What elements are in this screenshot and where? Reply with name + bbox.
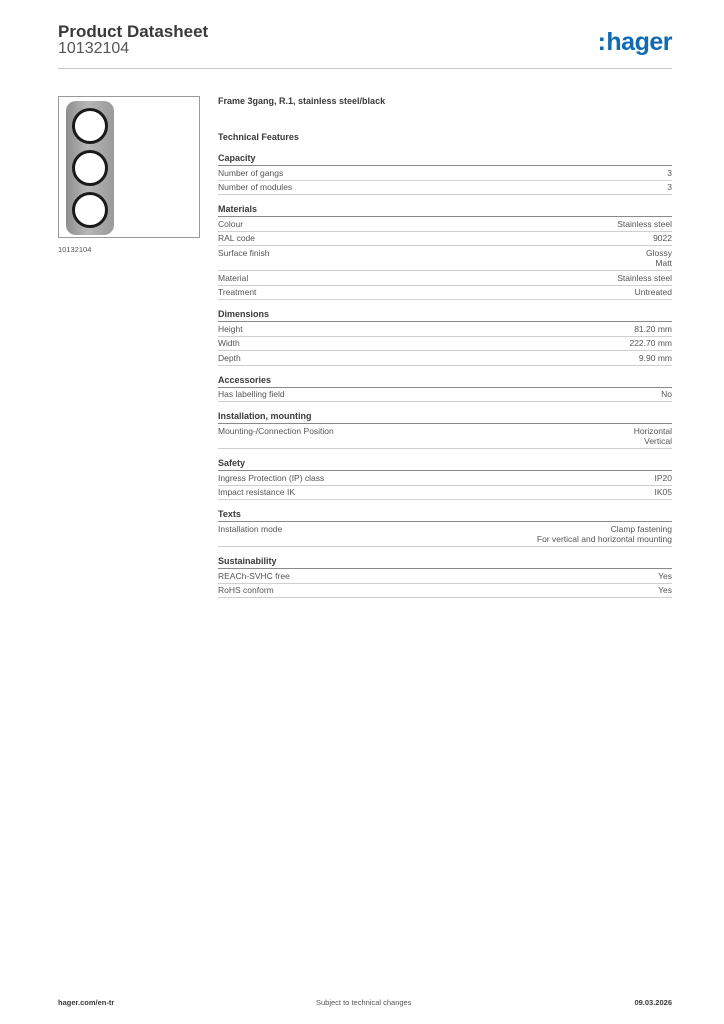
spec-value xyxy=(646,248,672,269)
spec-value xyxy=(655,487,673,498)
frame-illustration xyxy=(66,101,114,235)
product-title: Frame 3gang, R.1, stainless steel/black xyxy=(218,96,386,106)
spec-value-line: Glossy xyxy=(646,247,672,258)
section-heading: Capacity xyxy=(218,153,672,166)
spec-section xyxy=(218,309,672,366)
spec-row xyxy=(218,471,672,486)
spec-value xyxy=(617,219,672,230)
spec-value xyxy=(661,389,672,400)
spec-value-line: Stainless steel xyxy=(617,272,672,283)
section-heading: Materials xyxy=(218,204,672,217)
spec-sections xyxy=(218,153,672,598)
spec-label: Number of modules xyxy=(218,182,293,192)
spec-row xyxy=(218,584,672,599)
spec-value-line: No xyxy=(661,389,672,399)
spec-row xyxy=(218,337,672,352)
frame-opening-3 xyxy=(72,192,108,228)
spec-label: Number of gangs xyxy=(218,167,284,178)
frame-opening-1 xyxy=(72,108,108,144)
logo-colon-mark: : xyxy=(597,28,606,56)
spec-row xyxy=(218,322,672,337)
spec-section xyxy=(218,153,672,195)
spec-label: RAL code xyxy=(218,233,256,243)
spec-section xyxy=(218,411,672,449)
image-caption: 10132104 xyxy=(58,245,92,254)
spec-label: Impact resistance IK xyxy=(218,487,296,497)
spec-value xyxy=(634,426,672,447)
spec-value xyxy=(639,353,672,364)
spec-label: Width xyxy=(218,338,240,348)
spec-value xyxy=(667,182,672,193)
spec-label: Surface finish xyxy=(218,247,270,258)
spec-value-line: Matt xyxy=(655,258,672,268)
spec-row xyxy=(218,424,672,449)
spec-label: Has labelling field xyxy=(218,389,285,399)
spec-label: RoHS conform xyxy=(218,585,274,595)
spec-row xyxy=(218,246,672,271)
spec-row xyxy=(218,351,672,366)
spec-label: Colour xyxy=(218,218,244,229)
spec-row xyxy=(218,522,672,547)
spec-value-line: 222.70 mm xyxy=(629,338,672,348)
spec-value xyxy=(653,233,672,244)
spec-section xyxy=(218,458,672,500)
spec-row xyxy=(218,569,672,584)
spec-value-line: 3 xyxy=(667,167,672,178)
section-heading: Installation, mounting xyxy=(218,411,672,424)
spec-value xyxy=(635,287,672,298)
spec-value-line: Yes xyxy=(658,570,672,581)
spec-value-line: Clamp fastening xyxy=(610,523,672,534)
spec-section xyxy=(218,204,672,300)
section-heading: Sustainability xyxy=(218,556,672,569)
spec-value-line: IK05 xyxy=(654,487,672,497)
spec-label: Ingress Protection (IP) class xyxy=(218,472,325,483)
spec-value xyxy=(667,168,672,179)
spec-value-line: Untreated xyxy=(634,287,672,297)
spec-section xyxy=(218,375,672,403)
spec-row xyxy=(218,486,672,501)
technical-features-heading: Technical Features xyxy=(218,132,299,142)
frame-opening-2 xyxy=(72,150,108,186)
article-number: 10132104 xyxy=(58,40,130,57)
spec-label: REACh-SVHC free xyxy=(218,570,290,581)
section-heading: Dimensions xyxy=(218,309,672,322)
spec-value-line: For vertical and horizontal mounting xyxy=(536,534,672,544)
spec-value-line: 3 xyxy=(667,182,672,192)
document-title: Product Datasheet xyxy=(58,22,209,41)
spec-row xyxy=(218,166,672,181)
footer-date: 09.03.2026 xyxy=(634,998,672,1007)
spec-value xyxy=(634,324,672,335)
spec-label: Material xyxy=(218,272,249,283)
spec-value-line: 9022 xyxy=(653,233,672,243)
spec-row xyxy=(218,217,672,232)
logo-text: hager xyxy=(606,28,672,56)
spec-value-line: 9.90 mm xyxy=(638,352,672,363)
spec-label: Height xyxy=(218,323,243,334)
spec-value xyxy=(629,338,672,349)
spec-label: Depth xyxy=(218,352,241,363)
footer-website[interactable]: hager.com/en-tr xyxy=(58,998,115,1007)
spec-row xyxy=(218,271,672,286)
specs-column xyxy=(218,96,672,607)
spec-value-line: IP20 xyxy=(654,472,672,483)
spec-value xyxy=(658,585,672,596)
spec-value xyxy=(537,524,672,545)
spec-label: Installation mode xyxy=(218,523,283,534)
footer-notice: Subject to technical changes xyxy=(316,998,412,1007)
spec-row xyxy=(218,181,672,196)
spec-value-line: Stainless steel xyxy=(617,218,672,229)
spec-row xyxy=(218,388,672,403)
spec-value xyxy=(658,571,672,582)
spec-row xyxy=(218,286,672,301)
header-divider xyxy=(58,68,672,69)
section-heading: Safety xyxy=(218,458,672,471)
section-heading: Accessories xyxy=(218,375,672,388)
spec-section xyxy=(218,556,672,598)
section-heading: Texts xyxy=(218,509,672,522)
spec-label: Mounting-/Connection Position xyxy=(218,425,334,436)
spec-row xyxy=(218,232,672,247)
spec-value xyxy=(617,273,672,284)
spec-value xyxy=(655,473,673,484)
hager-logo xyxy=(598,28,672,57)
spec-value-line: Horizontal xyxy=(633,425,672,436)
spec-value-line: Yes xyxy=(658,585,672,595)
spec-section xyxy=(218,509,672,547)
spec-value-line: Vertical xyxy=(644,436,672,446)
spec-value-line: 81.20 mm xyxy=(634,323,672,334)
spec-label: Treatment xyxy=(218,287,257,297)
product-image xyxy=(58,96,200,238)
